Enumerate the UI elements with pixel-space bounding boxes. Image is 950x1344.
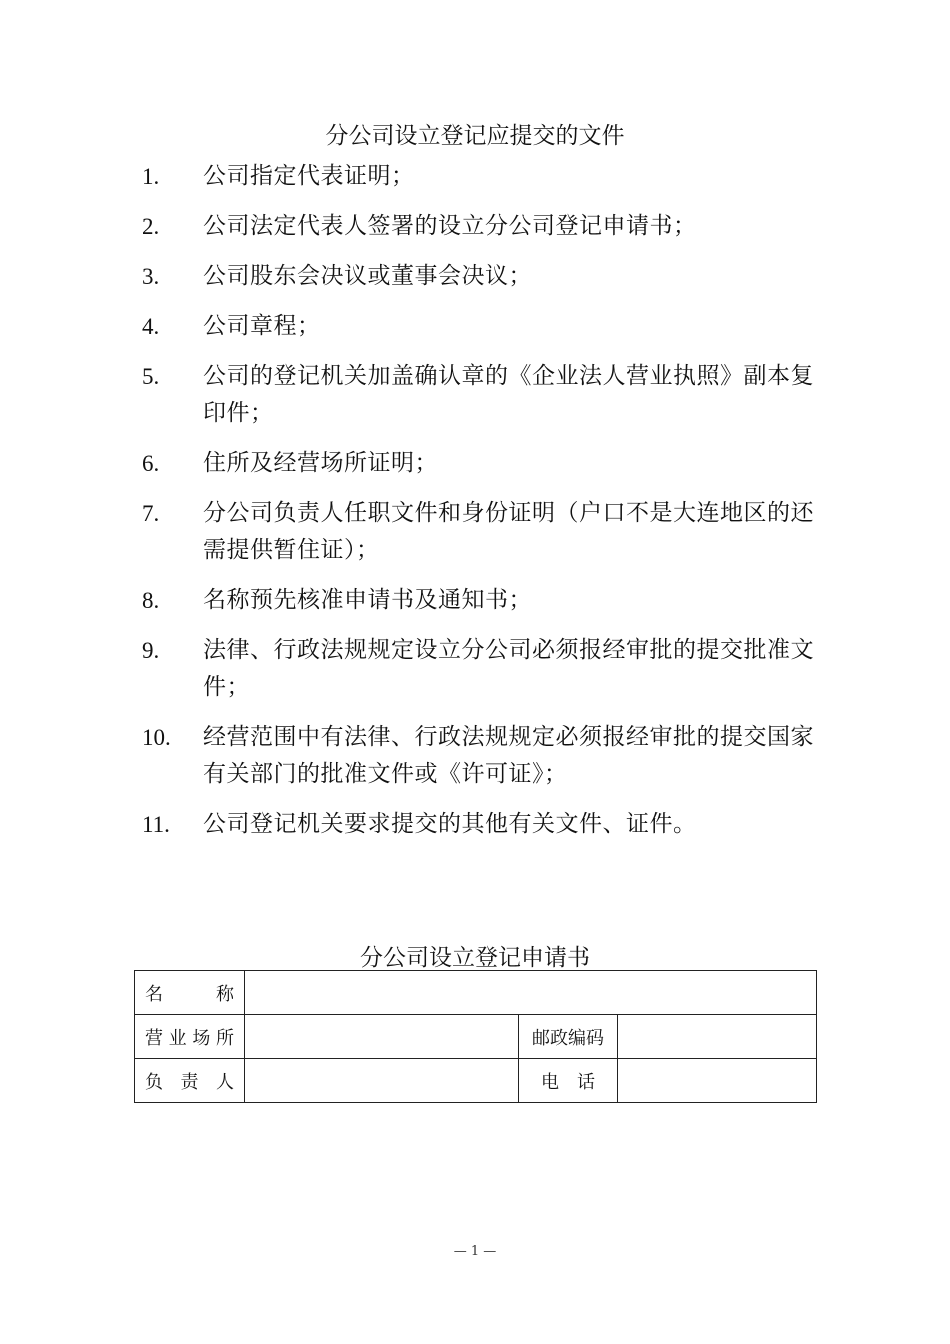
item-text: 住所及经营场所证明；: [203, 450, 438, 476]
list-item: [142, 208, 822, 245]
item-text: 公司章程；: [203, 313, 321, 339]
item-text: 公司登记机关要求提交的其他有关文件、证件。: [203, 811, 697, 837]
table-row: [135, 1015, 817, 1059]
list-item: [142, 358, 822, 432]
list-item: [142, 719, 822, 793]
page-title: 分公司设立登记应提交的文件: [325, 123, 625, 149]
required-documents-list: [142, 158, 822, 856]
item-number: 4.: [142, 314, 160, 339]
item-text: 经营范围中有法律、行政法规规定必须报经审批的提交国家有关部门的批准文件或《许可证》；: [203, 724, 814, 787]
form-title: 分公司设立登记申请书: [360, 945, 590, 971]
item-number: 6.: [142, 451, 160, 476]
name-label-char: 名: [145, 983, 163, 1005]
item-text: 分公司负责人任职文件和身份证明（户口不是大连地区的还需提供暂住证）；: [203, 500, 814, 563]
postcode-label: 邮政编码: [532, 1027, 604, 1049]
person-label-cell: [135, 1059, 245, 1103]
person-value-field[interactable]: [245, 1059, 519, 1103]
person-label-char: 负: [145, 1071, 163, 1093]
table-row: [135, 971, 817, 1015]
item-text: 公司法定代表人签署的设立分公司登记申请书；: [203, 213, 697, 239]
name-label-cell: [135, 971, 245, 1015]
location-label-char: 业: [168, 1027, 187, 1049]
item-number: 11.: [142, 812, 170, 837]
name-label-char: 称: [216, 983, 234, 1005]
item-text: 公司股东会决议或董事会决议；: [203, 263, 532, 289]
item-number: 5.: [142, 364, 160, 389]
item-number: 1.: [142, 164, 160, 189]
page-number: — 1 —: [453, 1244, 497, 1259]
item-number: 9.: [142, 638, 160, 663]
location-value-field[interactable]: [245, 1015, 519, 1059]
person-label-char: 责: [180, 1071, 199, 1093]
item-text: 法律、行政法规规定设立分公司必须报经审批的提交批准文件；: [203, 637, 814, 700]
item-number: 7.: [142, 501, 160, 526]
table-row: [135, 1059, 817, 1103]
phone-label-cell: [519, 1059, 618, 1103]
list-item: [142, 308, 822, 345]
item-number: 8.: [142, 588, 160, 613]
item-text: 公司的登记机关加盖确认章的《企业法人营业执照》副本复印件；: [203, 363, 814, 426]
list-item: [142, 158, 822, 195]
postcode-label-cell: [519, 1015, 618, 1059]
phone-label: 电话: [541, 1071, 613, 1093]
location-label-char: 场: [192, 1027, 211, 1049]
person-label-char: 人: [216, 1071, 234, 1093]
list-item: [142, 495, 822, 569]
list-item: [142, 445, 822, 482]
item-number: 10.: [142, 725, 171, 750]
postcode-value-field[interactable]: [618, 1015, 817, 1059]
list-item: [142, 258, 822, 295]
location-label-cell: [135, 1015, 245, 1059]
item-number: 2.: [142, 214, 160, 239]
item-text: 名称预先核准申请书及通知书；: [203, 587, 532, 613]
registration-form-table: [134, 970, 817, 1103]
item-number: 3.: [142, 264, 160, 289]
item-text: 公司指定代表证明；: [203, 163, 415, 189]
location-label-char: 营: [145, 1027, 163, 1049]
name-value-field[interactable]: [245, 971, 817, 1015]
phone-value-field[interactable]: [618, 1059, 817, 1103]
location-label-char: 所: [215, 1027, 234, 1049]
list-item: [142, 806, 822, 843]
list-item: [142, 632, 822, 706]
list-item: [142, 582, 822, 619]
